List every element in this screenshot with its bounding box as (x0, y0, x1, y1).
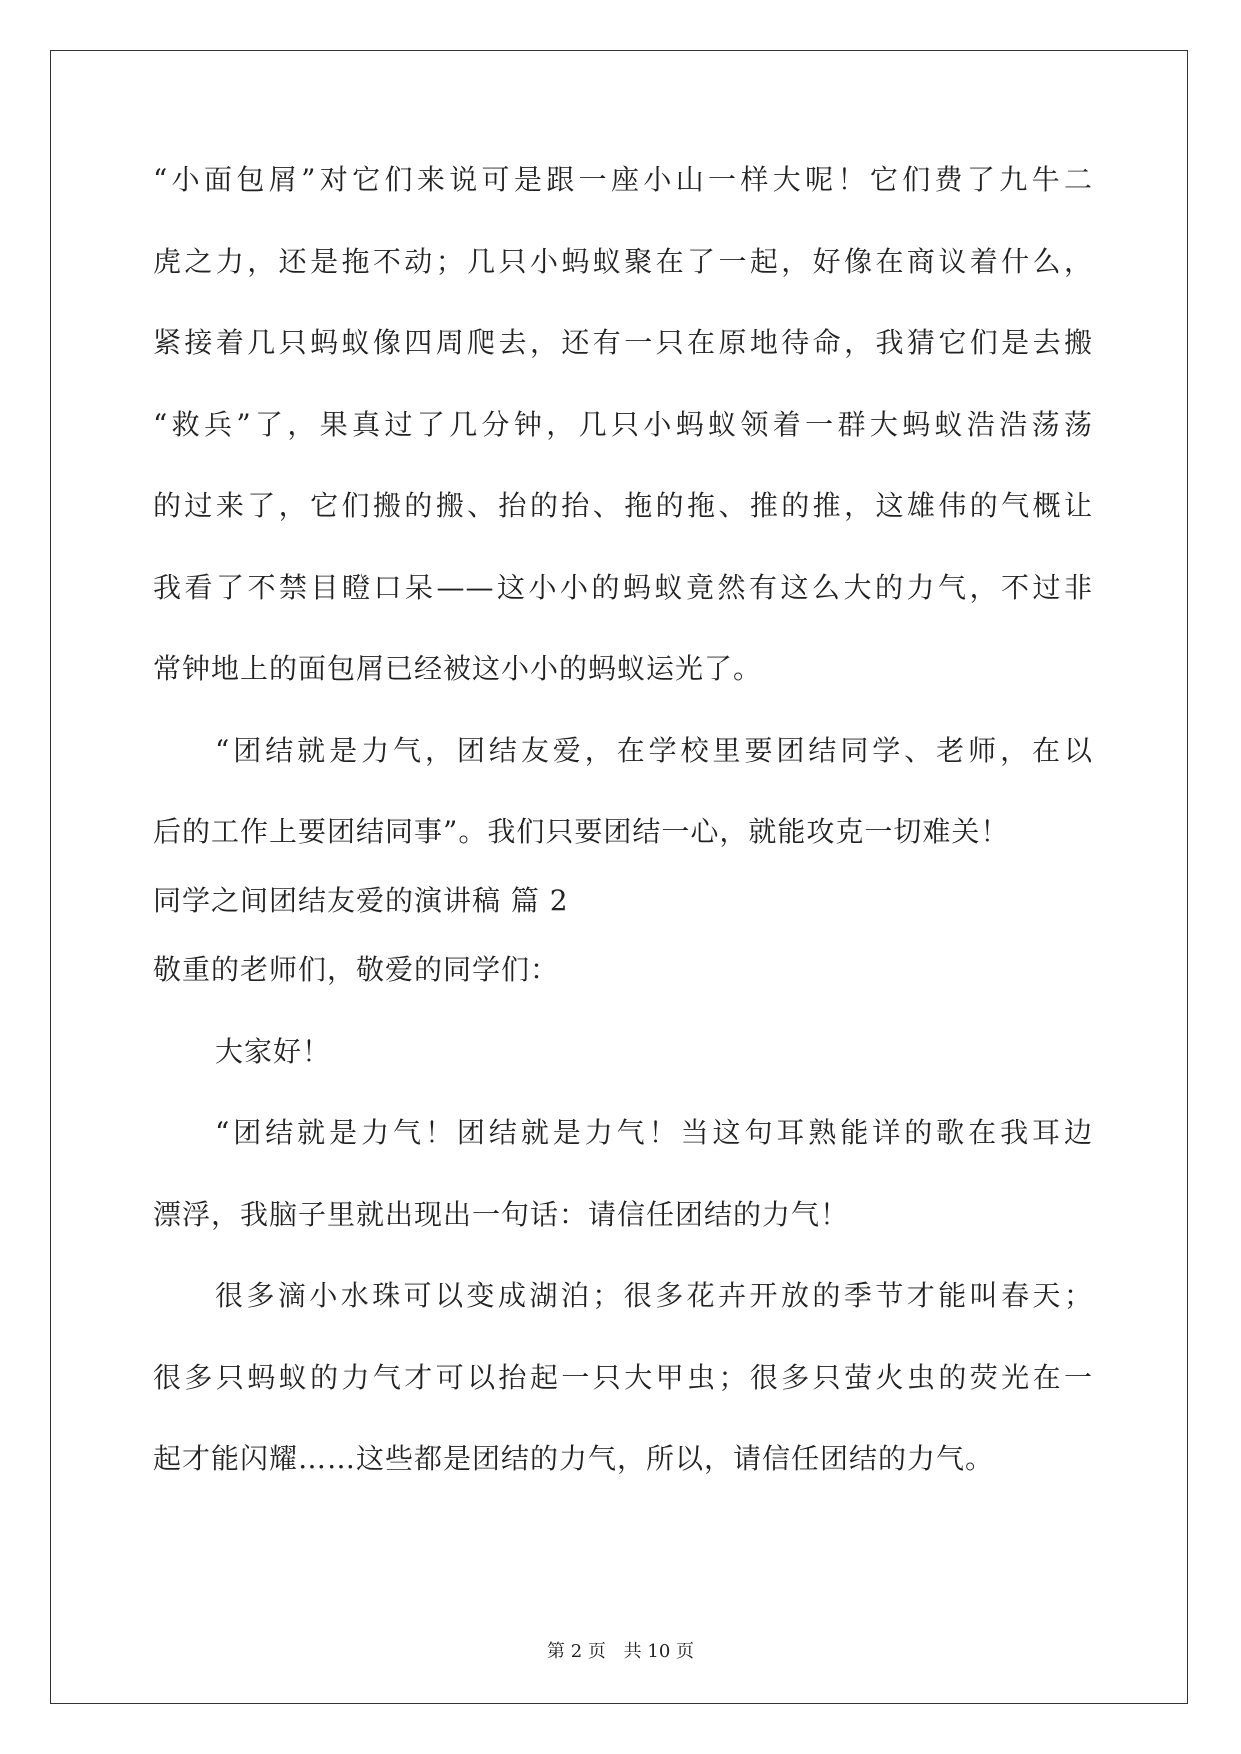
text-line: 起才能闪耀……这些都是团结的力气，所以，请信任团结的力气。 (153, 1442, 995, 1475)
text-line: “小面包屑”对它们来说可是跟一座小山一样大呢！它们费了九牛二 (153, 163, 1093, 196)
salutation: 敬重的老师们，敬爱的同学们： (153, 953, 560, 986)
text-line: “团结就是力气！团结就是力气！当这句耳熟能详的歌在我耳边 (215, 1116, 1093, 1149)
page-number: 第 2 页 (547, 1641, 606, 1662)
page-total: 共 10 页 (623, 1641, 694, 1662)
text-line: “团结就是力气，团结友爱，在学校里要团结同学、老师，在以 (215, 733, 1093, 767)
page-footer (0, 1637, 1241, 1663)
section-heading: 同学之间团结友爱的演讲稿 篇 2 (153, 884, 569, 917)
text-line: 常钟地上的面包屑已经被这小小的蚂蚁运光了。 (153, 652, 763, 685)
text-line: 很多滴小水珠可以变成湖泊；很多花卉开放的季节才能叫春天； (215, 1279, 1093, 1312)
text-line: 我看了不禁目瞪口呆——这小小的蚂蚁竟然有这么大的力气，不过非 (153, 570, 1093, 604)
greeting: 大家好！ (215, 1034, 332, 1068)
text-line: 的过来了，它们搬的搬、抬的抬、拖的拖、推的推，这雄伟的气概让 (153, 489, 1093, 522)
text-line: 后的工作上要团结同事”。我们只要团结一心，就能攻克一切难关！ (153, 815, 1010, 848)
text-line: 漂浮，我脑子里就出现出一句话：请信任团结的力气！ (153, 1197, 850, 1231)
text-line: “救兵”了，果真过了几分钟，几只小蚂蚁领着一群大蚂蚁浩浩荡荡 (153, 407, 1093, 441)
document-body (153, 160, 1093, 1521)
text-line: 紧接着几只蚂蚁像四周爬去，还有一只在原地待命，我猜它们是去搬 (153, 326, 1093, 359)
text-line: 很多只蚂蚁的力气才可以抬起一只大甲虫；很多只萤火虫的荧光在一 (153, 1360, 1093, 1394)
text-line: 虎之力，还是拖不动；几只小蚂蚁聚在了一起，好像在商议着什么， (153, 244, 1093, 278)
